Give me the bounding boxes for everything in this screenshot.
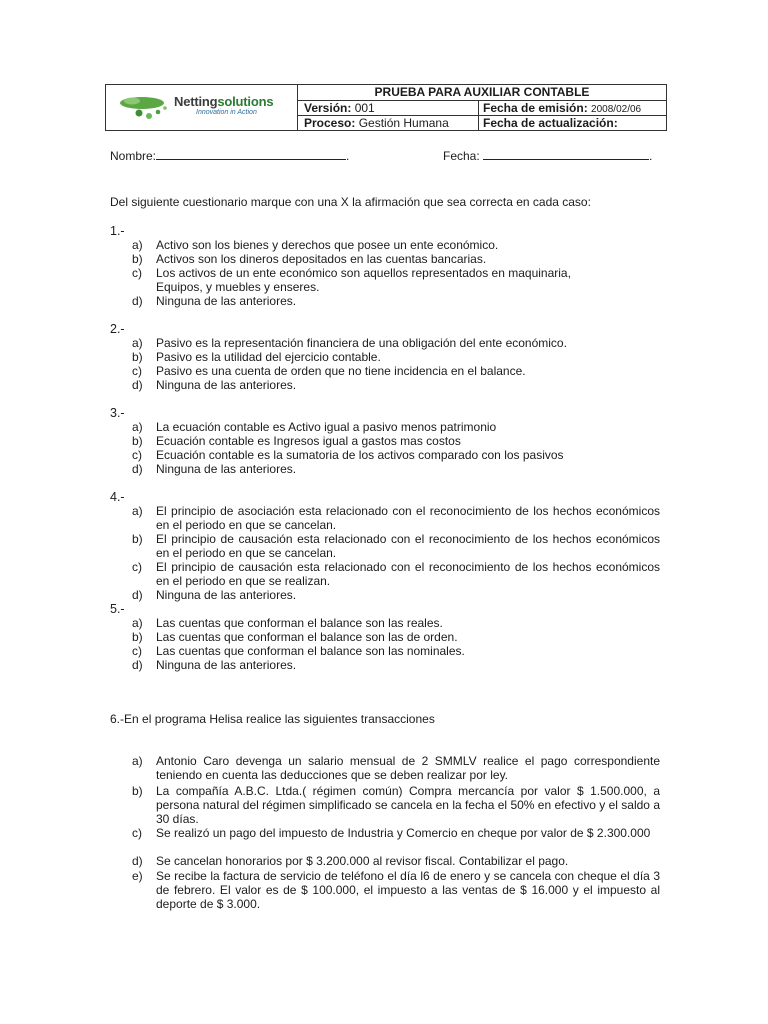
- option-text: El principio de causación esta relacionado con el reconocimiento de los hechos económicos en el periodo en que se cancelan.: [156, 532, 660, 560]
- option-text: Ninguna de las anteriores.: [156, 378, 297, 392]
- option-text: Pasivo es una cuenta de orden que no tiene incidencia en el balance.: [156, 364, 526, 378]
- answer-option[interactable]: [132, 462, 660, 476]
- option-letter: b): [132, 350, 143, 364]
- option-letter: c): [132, 364, 142, 378]
- option-text: Las cuentas que conforman el balance son las nominales.: [156, 644, 465, 658]
- question-number: 2.-: [110, 322, 125, 336]
- answer-option[interactable]: [132, 658, 660, 672]
- option-letter: d): [132, 378, 143, 392]
- issue-date-label: Fecha de emisión:: [483, 101, 588, 115]
- transaction-item: [132, 826, 660, 854]
- name-field: Nombre: .: [110, 149, 350, 163]
- item-text: Se realizó un pago del impuesto de Industria y Comercio en cheque por valor de $ 2.300.000: [156, 826, 651, 840]
- date-field: Fecha: .: [443, 149, 653, 163]
- option-text: Pasivo es la utilidad del ejercicio contable.: [156, 350, 381, 364]
- date-label: Fecha:: [443, 149, 480, 163]
- answer-option[interactable]: [132, 238, 660, 252]
- logo-cell: [106, 85, 298, 130]
- option-text: Las cuentas que conforman el balance son las de orden.: [156, 630, 458, 644]
- item-text: Se recibe la factura de servicio de teléfono el día l6 de enero y se cancela con cheque el día 3 de febrero. El valor es de $ 100.000, el impuesto a las ventas de $ 16.000 y el impuesto al deporte de $ 3.000.: [156, 869, 660, 911]
- question-number: 4.-: [110, 490, 125, 504]
- option-text: Ninguna de las anteriores.: [156, 588, 297, 602]
- name-blank[interactable]: [156, 148, 346, 160]
- option-letter: c): [132, 644, 142, 658]
- company-logo-icon: [116, 91, 174, 123]
- option-text: Ninguna de las anteriores.: [156, 658, 297, 672]
- item-text: Se cancelan honorarios por $ 3.200.000 al revisor fiscal. Contabilizar el pago.: [156, 854, 569, 868]
- question-number: 1.-: [110, 224, 125, 238]
- option-text: La ecuación contable es Activo igual a pasivo menos patrimonio: [156, 420, 497, 434]
- document-title: PRUEBA PARA AUXILIAR CONTABLE: [374, 85, 590, 99]
- option-text: Ecuación contable es Ingresos igual a gastos mas costos: [156, 434, 461, 448]
- item-letter: a): [132, 754, 143, 768]
- option-letter: a): [132, 504, 143, 518]
- option-text: Ninguna de las anteriores.: [156, 294, 297, 308]
- transaction-item: [132, 854, 660, 868]
- transaction-item: [132, 869, 660, 911]
- option-letter: b): [132, 434, 143, 448]
- option-letter: b): [132, 532, 143, 546]
- option-text: Pasivo es la representación financiera de una obligación del ente económico.: [156, 336, 567, 350]
- option-letter: d): [132, 294, 143, 308]
- answer-option[interactable]: [132, 588, 660, 602]
- question-number: 3.-: [110, 406, 125, 420]
- transaction-item: [132, 754, 660, 782]
- answer-option[interactable]: [132, 644, 660, 658]
- option-letter: a): [132, 336, 143, 350]
- question-number: 5.-: [110, 602, 125, 616]
- transaction-item: [132, 784, 660, 826]
- option-letter: c): [132, 266, 142, 280]
- logo-text: Nettingsolutions: [174, 94, 274, 109]
- instructions: Del siguiente cuestionario marque con una X la afirmación que sea correcta en cada caso:: [110, 195, 591, 209]
- option-text: Activo son los bienes y derechos que posee un ente económico.: [156, 238, 499, 252]
- answer-option[interactable]: [132, 378, 660, 392]
- option-letter: a): [132, 420, 143, 434]
- logo-tagline: Innovation in Action: [196, 109, 257, 116]
- option-letter: b): [132, 630, 143, 644]
- option-letter: b): [132, 252, 143, 266]
- option-text: Las cuentas que conforman el balance son las reales.: [156, 616, 443, 630]
- option-letter: a): [132, 238, 143, 252]
- answer-option[interactable]: [132, 294, 660, 308]
- issue-date-value: 2008/02/06: [591, 104, 642, 115]
- item-letter: d): [132, 854, 143, 868]
- answer-option[interactable]: [132, 532, 660, 560]
- process-value: Gestión Humana: [358, 116, 449, 130]
- item-text: Antonio Caro devenga un salario mensual de 2 SMMLV realice el pago correspondiente teniendo en cuenta las deducciones que se deben realizar por ley.: [156, 754, 660, 782]
- item-letter: c): [132, 826, 142, 840]
- answer-option[interactable]: [132, 434, 660, 448]
- date-blank[interactable]: [483, 148, 649, 160]
- version-value: 001: [354, 101, 375, 115]
- option-text: Los activos de un ente económico son aquellos representados en maquinaria, Equipos, y muebles y enseres.: [156, 266, 571, 294]
- item-letter: b): [132, 784, 143, 798]
- answer-option[interactable]: [132, 420, 660, 434]
- option-letter: d): [132, 658, 143, 672]
- header-row-version: [298, 100, 666, 115]
- option-letter: a): [132, 616, 143, 630]
- item-text: La compañía A.B.C. Ltda.( régimen común) Compra mercancía por valor $ 1.500.000, a persona natural del régimen simplificado se cancela en la fecha el 50% en efectivo y el saldo a 30 días.: [156, 784, 660, 826]
- option-text: Activos son los dineros depositados en las cuentas bancarias.: [156, 252, 487, 266]
- option-text: Ecuación contable es la sumatoria de los activos comparado con los pasivos: [156, 448, 564, 462]
- option-text: Ninguna de las anteriores.: [156, 462, 297, 476]
- item-letter: e): [132, 869, 143, 883]
- option-text: El principio de asociación esta relacionado con el reconocimiento de los hechos económicos en el periodo en que se cancelan.: [156, 504, 660, 532]
- answer-option[interactable]: [132, 252, 660, 266]
- answer-option[interactable]: [132, 266, 660, 294]
- question6-title: 6.-En el programa Helisa realice las siguientes transacciones: [110, 712, 435, 726]
- answer-option[interactable]: [132, 364, 660, 378]
- answer-option[interactable]: [132, 630, 660, 644]
- option-letter: d): [132, 588, 143, 602]
- option-letter: c): [132, 448, 142, 462]
- answer-option[interactable]: [132, 336, 660, 350]
- answer-option[interactable]: [132, 350, 660, 364]
- name-label: Nombre:: [110, 149, 157, 163]
- option-letter: d): [132, 462, 143, 476]
- answer-option[interactable]: [132, 504, 660, 532]
- header-row-process: [298, 115, 666, 130]
- option-text: El principio de causación esta relacionado con el reconocimiento de los hechos económicos en el periodo en que se realizan.: [156, 560, 660, 588]
- option-letter: c): [132, 560, 142, 574]
- process-label: Proceso:: [304, 116, 356, 130]
- answer-option[interactable]: [132, 560, 660, 588]
- answer-option[interactable]: [132, 616, 660, 630]
- update-date-label: Fecha de actualización:: [483, 116, 618, 130]
- version-label: Versión:: [304, 101, 352, 115]
- header-table: [105, 84, 667, 131]
- answer-option[interactable]: [132, 448, 660, 462]
